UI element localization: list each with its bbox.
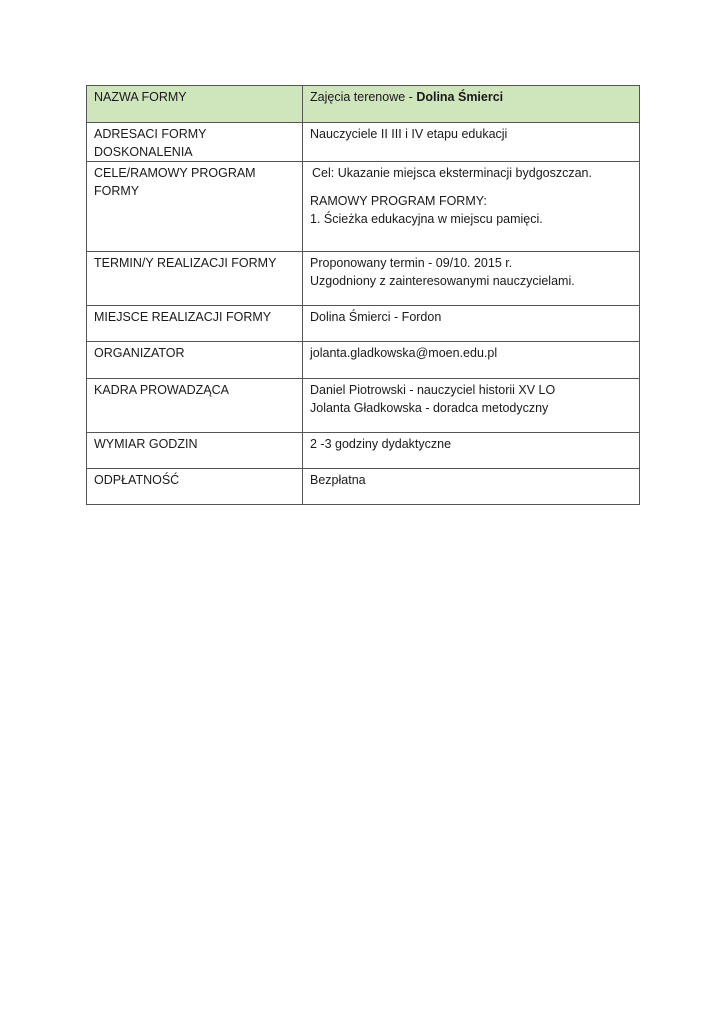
row-label [87, 123, 303, 162]
value-text: Dolina Śmierci - Fordon [310, 310, 442, 324]
table-row-odplatnosc [87, 469, 640, 505]
label-text: KADRA PROWADZĄCA [94, 383, 229, 397]
value-line: Cel: Ukazanie miejsca eksterminacji bydgoszczan. [312, 166, 592, 180]
row-label [87, 86, 303, 123]
table-row-kadra [87, 379, 640, 433]
label-text: NAZWA FORMY [94, 90, 187, 104]
row-value [303, 433, 640, 469]
row-label [87, 433, 303, 469]
row-label [87, 379, 303, 433]
label-line: DOSKONALENIA [94, 145, 193, 159]
table-row-organizator [87, 342, 640, 379]
row-value [303, 469, 640, 505]
value-text: 2 -3 godziny dydaktyczne [310, 437, 452, 451]
table-row-adresaci [87, 123, 640, 162]
table-row-nazwa-formy [87, 86, 640, 123]
value-text: Nauczyciele II III i IV etapu edukacji [310, 127, 508, 141]
label-text: ODPŁATNOŚĆ [94, 473, 180, 487]
row-label [87, 342, 303, 379]
label-line: FORMY [94, 184, 140, 198]
row-value [303, 342, 640, 379]
table-row-wymiar [87, 433, 640, 469]
row-value [303, 379, 640, 433]
row-label [87, 252, 303, 306]
value-line: RAMOWY PROGRAM FORMY: [310, 194, 487, 208]
form-details-table [86, 85, 640, 505]
value-text: Zajęcia terenowe - [310, 90, 417, 104]
label-text: MIEJSCE REALIZACJI FORMY [94, 310, 272, 324]
row-value [303, 86, 640, 123]
value-line: 1. Ścieżka edukacyjna w miejscu pamięci. [310, 212, 543, 226]
label-text: WYMIAR GODZIN [94, 437, 198, 451]
value-text: Bezpłatna [310, 473, 366, 487]
table-row-termin [87, 252, 640, 306]
row-label [87, 162, 303, 252]
table-row-cele [87, 162, 640, 252]
label-line: CELE/RAMOWY PROGRAM [94, 166, 256, 180]
row-value [303, 306, 640, 342]
label-text: TERMIN/Y REALIZACJI FORMY [94, 256, 277, 270]
value-line: Proponowany termin - 09/10. 2015 r. [310, 256, 513, 270]
row-value [303, 252, 640, 306]
value-line: Daniel Piotrowski - nauczyciel historii XV LO [310, 383, 556, 397]
row-label [87, 469, 303, 505]
value-line: Jolanta Gładkowska - doradca metodyczny [310, 401, 549, 415]
organizer-email: jolanta.gladkowska@moen.edu.pl [310, 346, 498, 360]
row-label [87, 306, 303, 342]
value-line: Uzgodniony z zainteresowanymi nauczycielami. [310, 274, 575, 288]
row-value [303, 162, 640, 252]
value-bold-text: Dolina Śmierci [416, 90, 504, 104]
label-line: ADRESACI FORMY [94, 127, 207, 141]
table-row-miejsce [87, 306, 640, 342]
row-value [303, 123, 640, 162]
label-text: ORGANIZATOR [94, 346, 185, 360]
